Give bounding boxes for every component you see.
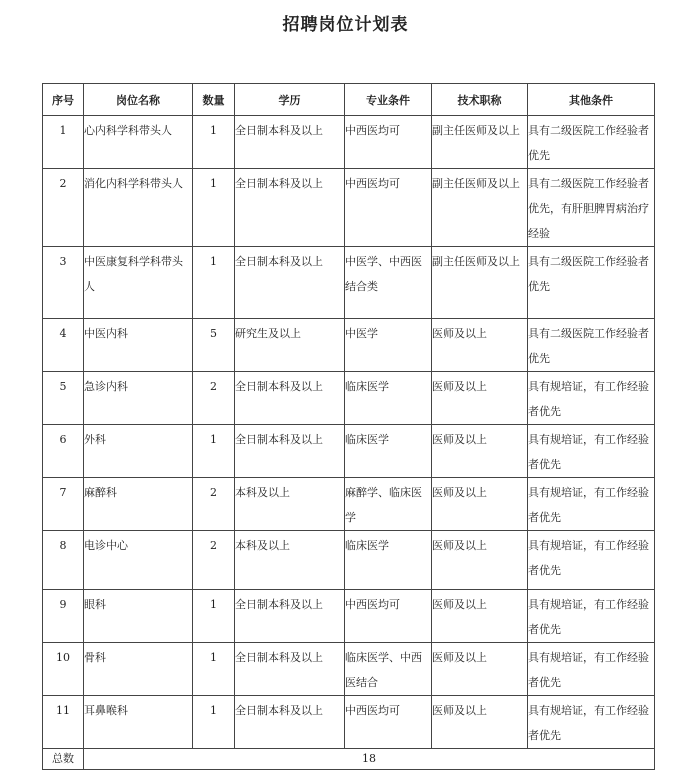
cell-position: 中医内科 [84, 319, 193, 372]
cell-major: 临床医学 [345, 531, 432, 590]
cell-index: 9 [43, 590, 84, 643]
cell-tech-title: 副主任医师及以上 [432, 169, 528, 247]
cell-quantity: 1 [193, 116, 235, 169]
total-label: 总数 [43, 749, 84, 770]
cell-quantity: 1 [193, 169, 235, 247]
cell-other: 具有规培证，有工作经验者优先 [528, 590, 655, 643]
cell-position: 电诊中心 [84, 531, 193, 590]
cell-other: 具有规培证，有工作经验者优先 [528, 372, 655, 425]
cell-position: 中医康复科学科带头人 [84, 247, 193, 319]
cell-other: 具有二级医院工作经验者优先 [528, 319, 655, 372]
header-major: 专业条件 [345, 84, 432, 116]
header-position: 岗位名称 [84, 84, 193, 116]
cell-quantity: 2 [193, 372, 235, 425]
cell-major: 中医学 [345, 319, 432, 372]
cell-position: 眼科 [84, 590, 193, 643]
cell-index: 2 [43, 169, 84, 247]
cell-position: 麻醉科 [84, 478, 193, 531]
cell-tech-title: 医师及以上 [432, 696, 528, 749]
recruitment-plan-table [42, 83, 655, 770]
cell-other: 具有规培证，有工作经验者优先 [528, 696, 655, 749]
cell-quantity: 5 [193, 319, 235, 372]
table-row [43, 696, 655, 749]
cell-quantity: 2 [193, 531, 235, 590]
cell-other: 具有规培证，有工作经验者优先 [528, 425, 655, 478]
cell-position: 外科 [84, 425, 193, 478]
cell-major: 中西医均可 [345, 590, 432, 643]
table-row [43, 116, 655, 169]
header-quantity: 数量 [193, 84, 235, 116]
cell-other: 具有二级医院工作经验者优先 [528, 116, 655, 169]
cell-quantity: 1 [193, 590, 235, 643]
table-row [43, 425, 655, 478]
cell-tech-title: 医师及以上 [432, 643, 528, 696]
cell-education: 全日制本科及以上 [235, 372, 345, 425]
document-title: 招聘岗位计划表 [282, 15, 409, 35]
header-other: 其他条件 [528, 84, 655, 116]
cell-education: 本科及以上 [235, 531, 345, 590]
cell-major: 中西医均可 [345, 169, 432, 247]
table-row [43, 319, 655, 372]
cell-other: 具有规培证，有工作经验者优先 [528, 478, 655, 531]
cell-other: 具有规培证，有工作经验者优先 [528, 531, 655, 590]
cell-major: 临床医学 [345, 425, 432, 478]
total-row [43, 749, 655, 770]
cell-major: 临床医学、中西医结合 [345, 643, 432, 696]
cell-other: 具有二级医院工作经验者优先 [528, 247, 655, 319]
table-row [43, 372, 655, 425]
cell-other: 具有规培证，有工作经验者优先 [528, 643, 655, 696]
cell-tech-title: 医师及以上 [432, 478, 528, 531]
cell-education: 全日制本科及以上 [235, 696, 345, 749]
table-row [43, 643, 655, 696]
cell-position: 消化内科学科带头人 [84, 169, 193, 247]
cell-tech-title: 医师及以上 [432, 425, 528, 478]
cell-major: 中西医均可 [345, 696, 432, 749]
cell-major: 麻醉学、临床医学 [345, 478, 432, 531]
cell-index: 5 [43, 372, 84, 425]
cell-major: 中医学、中西医结合类 [345, 247, 432, 319]
cell-education: 全日制本科及以上 [235, 169, 345, 247]
total-value: 18 [84, 749, 655, 770]
cell-tech-title: 医师及以上 [432, 531, 528, 590]
cell-quantity: 1 [193, 696, 235, 749]
cell-index: 6 [43, 425, 84, 478]
cell-education: 全日制本科及以上 [235, 643, 345, 696]
cell-index: 7 [43, 478, 84, 531]
cell-education: 全日制本科及以上 [235, 590, 345, 643]
cell-position: 骨科 [84, 643, 193, 696]
cell-index: 1 [43, 116, 84, 169]
header-index: 序号 [43, 84, 84, 116]
cell-quantity: 1 [193, 643, 235, 696]
table-row [43, 247, 655, 319]
cell-education: 全日制本科及以上 [235, 116, 345, 169]
cell-tech-title: 医师及以上 [432, 590, 528, 643]
cell-education: 本科及以上 [235, 478, 345, 531]
cell-index: 11 [43, 696, 84, 749]
cell-tech-title: 副主任医师及以上 [432, 116, 528, 169]
header-education: 学历 [235, 84, 345, 116]
cell-position: 急诊内科 [84, 372, 193, 425]
cell-tech-title: 医师及以上 [432, 372, 528, 425]
cell-index: 10 [43, 643, 84, 696]
cell-education: 全日制本科及以上 [235, 425, 345, 478]
cell-other: 具有二级医院工作经验者优先，有肝胆脾胃病治疗经验 [528, 169, 655, 247]
cell-major: 临床医学 [345, 372, 432, 425]
header-tech-title: 技术职称 [432, 84, 528, 116]
header-row [43, 84, 655, 116]
table-row [43, 478, 655, 531]
cell-quantity: 2 [193, 478, 235, 531]
table-row [43, 169, 655, 247]
cell-index: 3 [43, 247, 84, 319]
cell-education: 研究生及以上 [235, 319, 345, 372]
table-row [43, 590, 655, 643]
cell-quantity: 1 [193, 425, 235, 478]
cell-education: 全日制本科及以上 [235, 247, 345, 319]
cell-quantity: 1 [193, 247, 235, 319]
cell-position: 心内科学科带头人 [84, 116, 193, 169]
cell-position: 耳鼻喉科 [84, 696, 193, 749]
cell-major: 中西医均可 [345, 116, 432, 169]
cell-tech-title: 副主任医师及以上 [432, 247, 528, 319]
cell-index: 8 [43, 531, 84, 590]
cell-index: 4 [43, 319, 84, 372]
cell-tech-title: 医师及以上 [432, 319, 528, 372]
table-row [43, 531, 655, 590]
